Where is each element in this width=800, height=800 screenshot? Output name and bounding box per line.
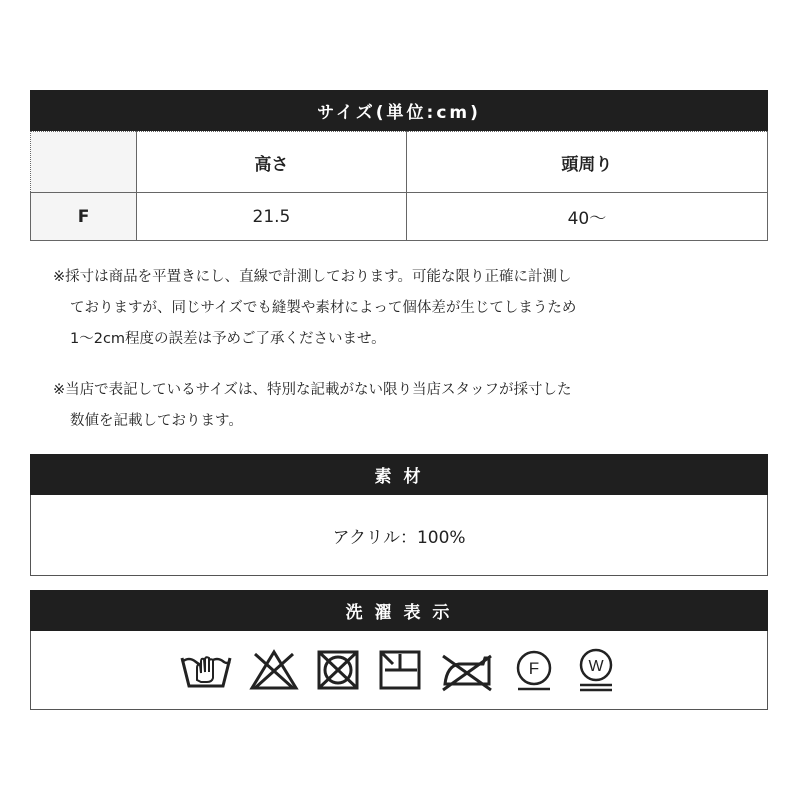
material-box — [30, 495, 768, 576]
size-header-blank — [31, 132, 137, 193]
care-icons — [30, 631, 768, 710]
size-table-header-row — [31, 132, 768, 193]
hand-wash-icon — [179, 648, 233, 692]
no-iron-icon — [439, 648, 495, 692]
measurement-note — [53, 262, 576, 355]
size-row-label: F — [31, 193, 137, 241]
material-title-text: 素 材 — [374, 467, 424, 487]
note2-line1: ※当店で表記しているサイズは、特別な記載がない限り当店スタッフが採寸した — [53, 382, 572, 398]
no-bleach-icon — [249, 648, 299, 692]
line-dry-shade-icon — [377, 648, 423, 692]
size-note — [53, 375, 572, 437]
size-header-height: 高さ — [137, 132, 407, 193]
size-row-height: 21.5 — [137, 193, 407, 241]
table-row — [31, 193, 768, 241]
material-section-title — [30, 454, 768, 495]
svg-text:F: F — [528, 659, 540, 678]
note1-line3: 1〜2cm程度の誤差は予めご了承くださいませ。 — [70, 331, 386, 347]
size-row-head: 40〜 — [406, 193, 767, 241]
size-table — [30, 131, 768, 241]
note2-line2: 数値を記載しております。 — [70, 413, 243, 429]
dry-clean-f-icon — [511, 647, 557, 693]
note1-line2: ておりますが、同じサイズでも縫製や素材によって個体差が生じてしまうため — [70, 300, 577, 316]
no-tumble-dry-icon — [315, 648, 361, 692]
care-title-text: 洗 濯 表 示 — [345, 603, 453, 623]
size-header-head: 頭周り — [406, 132, 767, 193]
size-title-text: サイズ(単位:cm) — [317, 103, 481, 123]
svg-text:W: W — [588, 658, 604, 675]
wet-clean-w-icon — [573, 646, 619, 694]
size-section-title — [30, 90, 768, 131]
care-section-title — [30, 590, 768, 631]
material-value: アクリル：100% — [332, 527, 466, 548]
note1-line1: ※採寸は商品を平置きにし、直線で計測しております。可能な限り正確に計測し — [53, 269, 572, 285]
